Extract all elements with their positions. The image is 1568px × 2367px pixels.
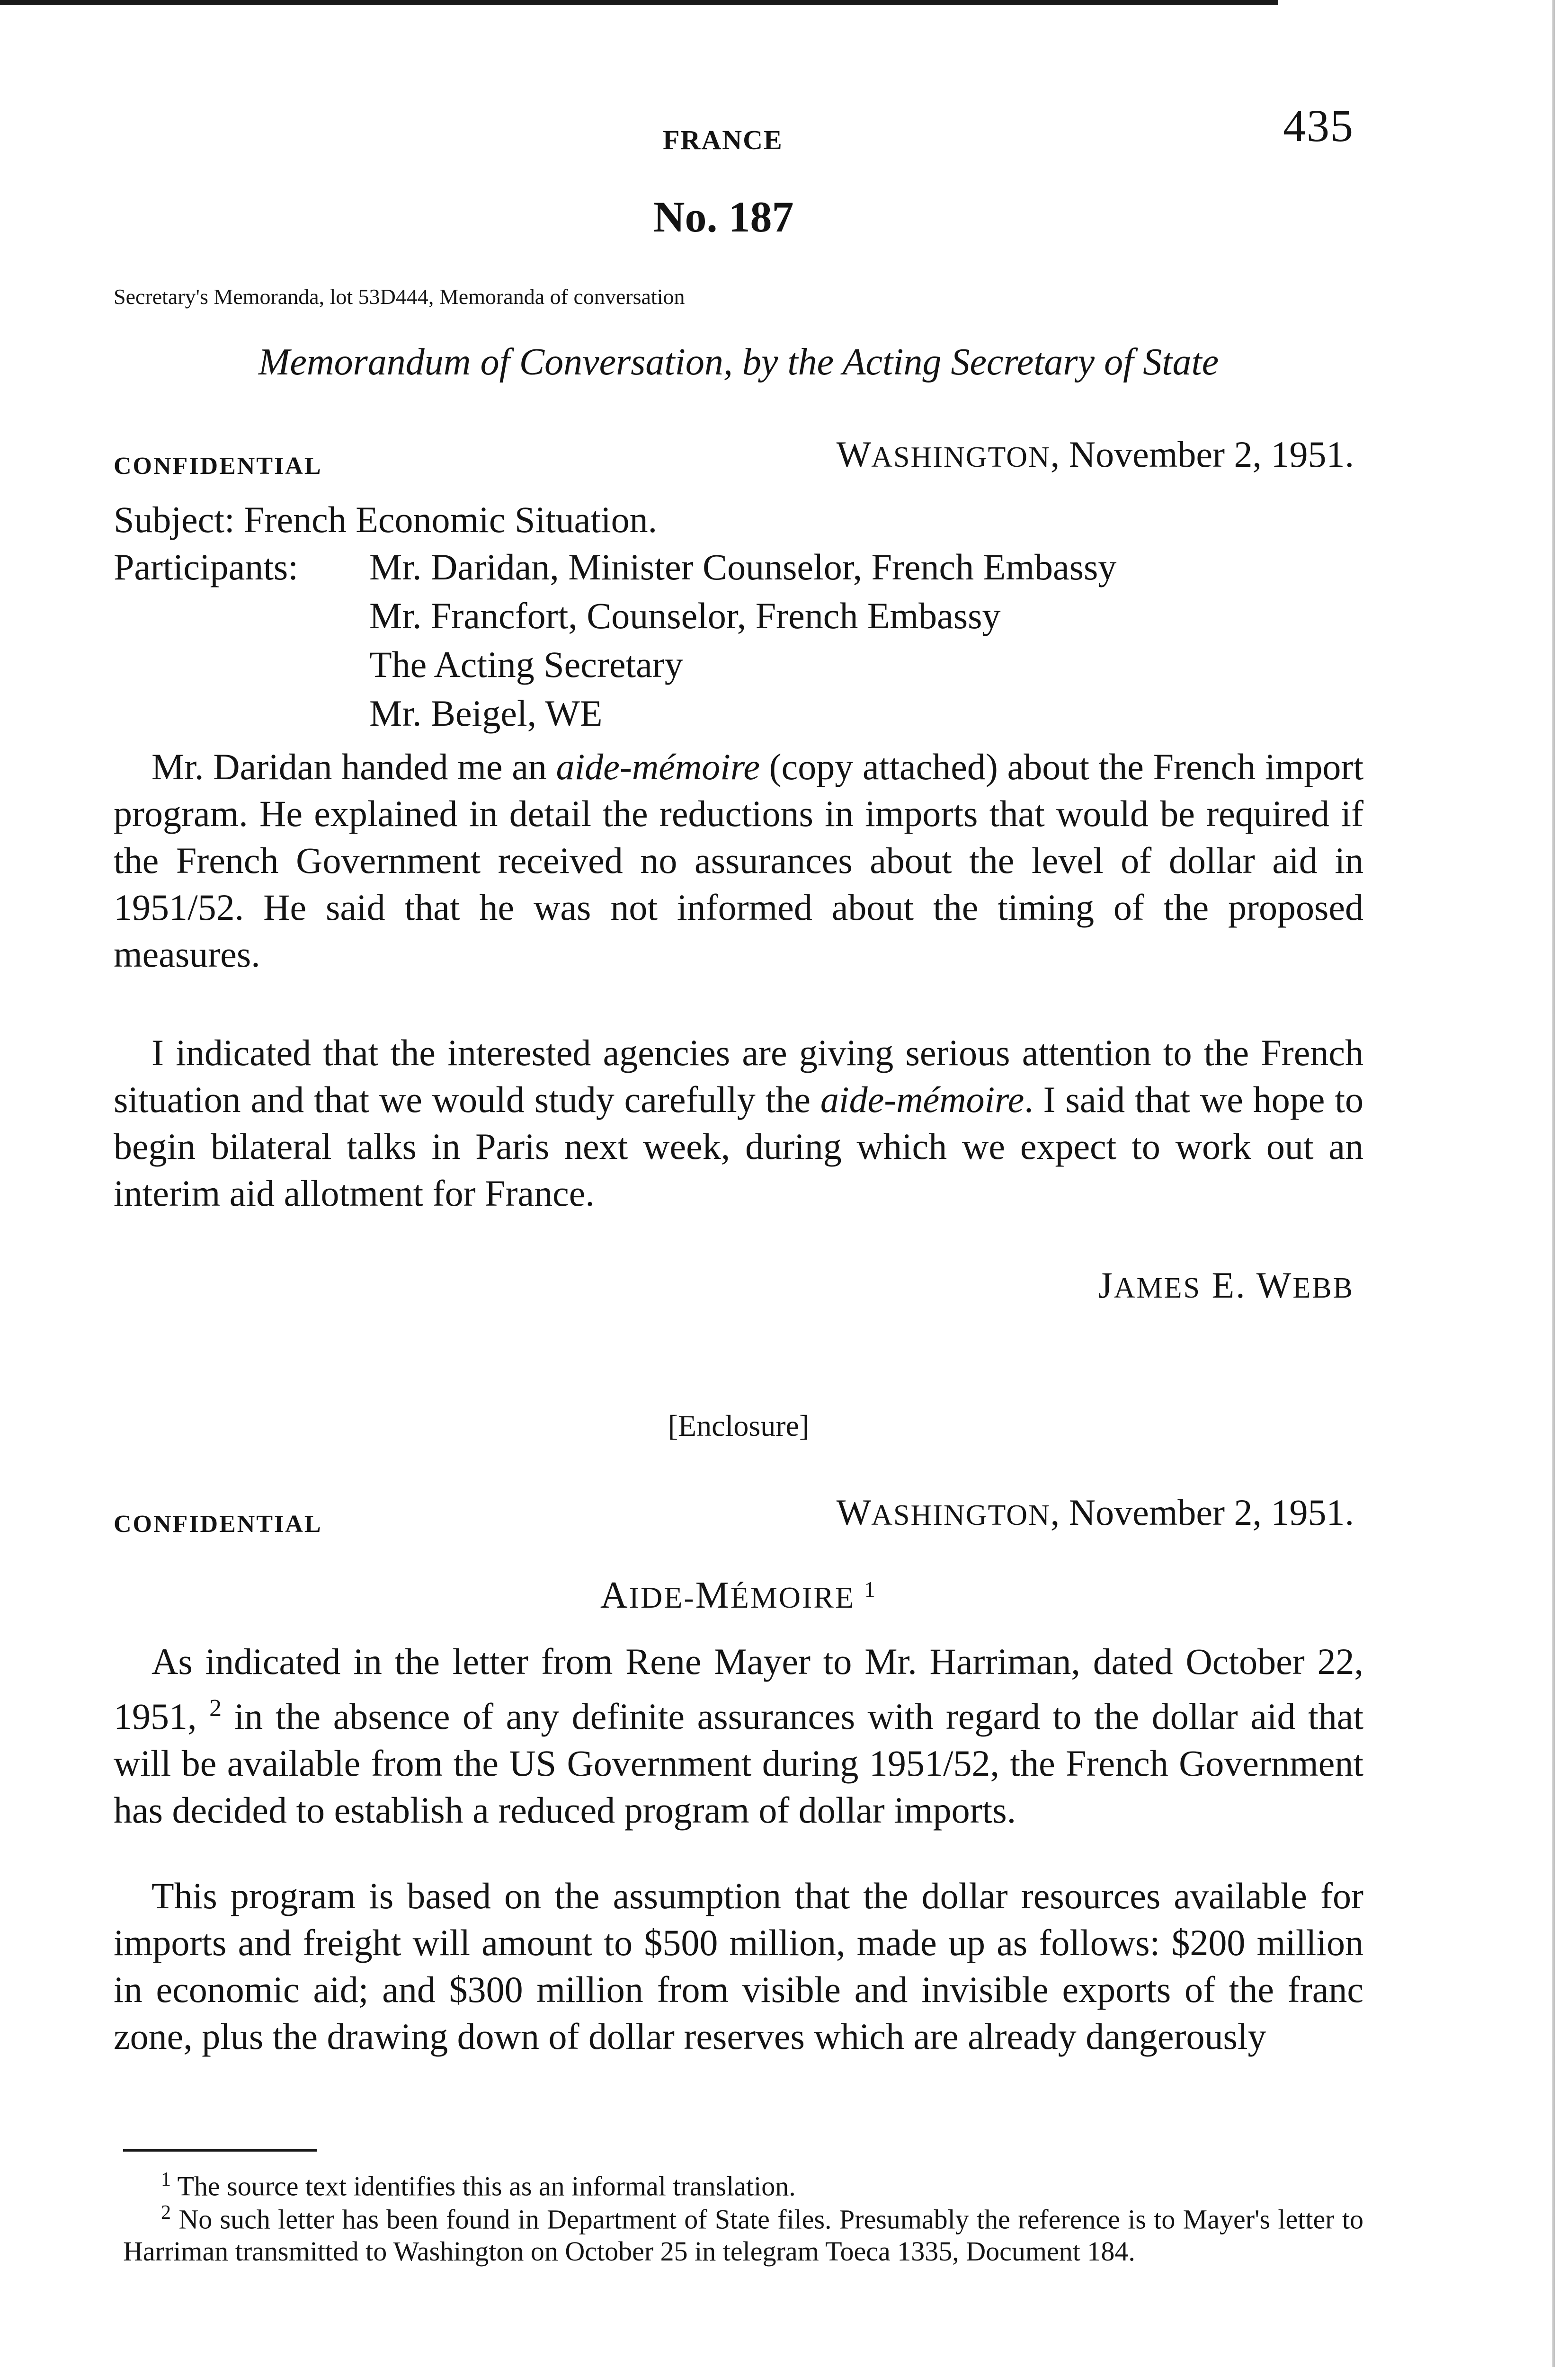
enclosure-label: [Enclosure] [668,1409,810,1442]
source-note: Secretary's Memoranda, lot 53D444, Memoranda of conversation [114,285,685,309]
enclosure-classification: CONFIDENTIAL [114,1511,322,1538]
document-title: Memorandum of Conversation, by the Acting Secretary of State [258,341,1219,383]
place-initial: W [836,434,872,475]
aide-memoire-term: aide-mémoire [820,1079,1025,1120]
aide-memoire-heading: AIDE-MÉMOIRE $^1$ [600,1575,877,1616]
footnote-rule [123,2149,317,2152]
page-edge-shadow [1552,0,1555,2367]
place-rest: ASHINGTON [871,441,1051,473]
participant-3: The Acting Secretary [369,644,683,685]
participant-4: Mr. Beigel, WE [369,693,603,734]
document-page [114,0,1363,2367]
memo-paragraph-1: Mr. Daridan handed me an aide-mémoire (copy attached) about the French import program. He explained in detail the reductions in imports that would be required if the French Government received no assurances about the level of dollar aid in 1951/52. He said that he was not informed about the timing of the proposed measures. [114,746,1363,975]
date: , November 2, 1951. [1050,434,1354,475]
place-date-line [837,433,1354,476]
participants-label: Participants: [114,546,298,587]
running-head: FRANCE [663,125,783,155]
signature: JAMES E. WEBB [1098,1264,1354,1306]
aide-paragraph-2: This program is based on the assumption that the dollar resources available for imports and freight will amount to $500 million, made up as follows: $200 million in economic aid; and $300 million from visible and invisible exports of the franc zone, plus the drawing down of dollar reserves which are already dangerously [114,1875,1363,2057]
participant-2: Mr. Francfort, Counselor, French Embassy [369,595,1001,636]
classification-label: CONFIDENTIAL [114,453,322,480]
enclosure-place-date: WASHINGTON, November 2, 1951. [836,1492,1354,1533]
footnote-1: $^1$ The source text identifies this as an informal translation. [161,2169,796,2202]
memo-paragraph-2: I indicated that the interested agencies are giving serious attention to the French situation and that we would study carefully the aide-mémoire. I said that we hope to begin bilateral talks in Paris next week, during which we expect to work out an interim aid allotment for France. [114,1032,1363,1214]
footnote-ref-2: 2 [209,1695,222,1722]
footnote-ref-1: 1 [864,1577,877,1602]
subject-line: Subject: French Economic Situation. [114,499,658,540]
footnote-2: $^2$ No such letter has been found in Department of State files. Presumably the reference is to Mayer's letter to Harriman transmitted to Washington on October 25 in telegram Toeca 1335, Document 184. [123,2202,1363,2267]
participant-1: Mr. Daridan, Minister Counselor, French Embassy [369,546,1117,587]
aide-paragraph-1: As indicated in the letter from Rene Mayer to Mr. Harriman, dated October 22, 1951, $^2$ in the absence of any definite assurances with regard to the dollar aid that will be available from the US Government during 1951/52, the French Government has decided to establish a reduced program of dollar imports. [114,1641,1363,1831]
aide-memoire-term: aide-mémoire [556,746,760,787]
page-number: 435 [1283,100,1354,151]
document-number: No. 187 [653,193,794,241]
